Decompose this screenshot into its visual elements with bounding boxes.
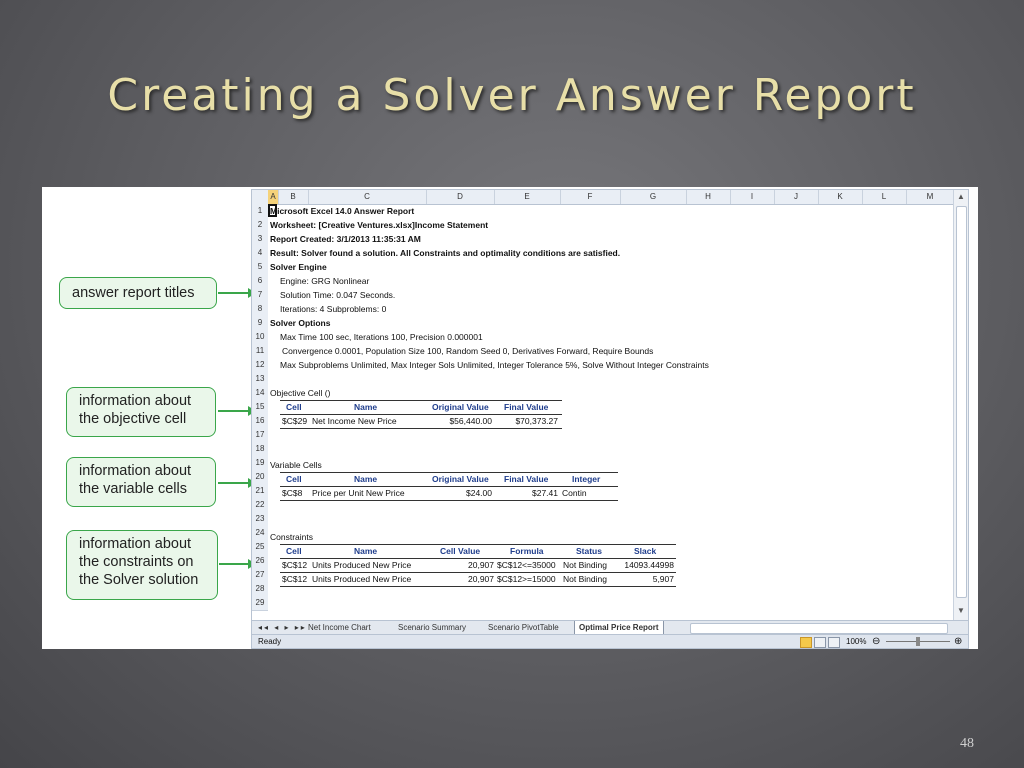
- arrow-icon: [218, 410, 254, 412]
- row-header-23[interactable]: 23: [252, 512, 268, 527]
- column-header-b[interactable]: B: [278, 190, 309, 204]
- row-header-9[interactable]: 9: [252, 316, 268, 331]
- objective-header-original: Original Value: [432, 402, 489, 412]
- variable-header-original: Original Value: [432, 474, 489, 484]
- excel-window: [251, 189, 969, 649]
- row-header-14[interactable]: 14: [252, 386, 268, 401]
- options-line-1: Max Time 100 sec, Iterations 100, Precision 0.000001: [280, 332, 483, 342]
- column-header-k[interactable]: K: [818, 190, 863, 204]
- row-header-15[interactable]: 15: [252, 400, 268, 415]
- row-header-7[interactable]: 7: [252, 288, 268, 303]
- constraint-2-formula: $C$12>=15000: [497, 574, 556, 584]
- zoom-in-icon[interactable]: ⊕: [954, 636, 963, 647]
- callout-variable-cells: information about the variable cells: [66, 457, 216, 507]
- arrow-icon: [218, 482, 254, 484]
- row-header-22[interactable]: 22: [252, 498, 268, 513]
- constraint-1-name: Units Produced New Price: [312, 560, 412, 570]
- vertical-scrollbar[interactable]: [953, 190, 968, 620]
- row-header-3[interactable]: 3: [252, 232, 268, 247]
- variable-final-value: $27.41: [532, 488, 558, 498]
- tab-scenario-pivottable[interactable]: Scenario PivotTable: [488, 623, 559, 632]
- variable-header-integer: Integer: [572, 474, 601, 484]
- arrow-icon: [219, 563, 254, 565]
- scroll-up-icon[interactable]: ▲: [957, 192, 965, 201]
- column-header-e[interactable]: E: [494, 190, 561, 204]
- solution-time-line: Solution Time: 0.047 Seconds.: [280, 290, 396, 300]
- row-header-18[interactable]: 18: [252, 442, 268, 457]
- vertical-scroll-thumb[interactable]: [956, 206, 967, 598]
- variable-header-final: Final Value: [504, 474, 549, 484]
- options-line-3: Max Subproblems Unlimited, Max Integer Sols Unlimited, Integer Tolerance 5%, Solve Without Integer Constraints: [280, 360, 709, 370]
- report-worksheet: Worksheet: [Creative Ventures.xlsx]Income Statement: [270, 220, 489, 230]
- row-header-28[interactable]: 28: [252, 582, 268, 597]
- tab-optimal-price-report[interactable]: Optimal Price Report: [574, 621, 664, 635]
- row-header-8[interactable]: 8: [252, 302, 268, 317]
- constraint-1-cell: $C$12: [282, 560, 308, 570]
- objective-cell-name: Net Income New Price: [312, 416, 397, 426]
- row-header-1[interactable]: 1: [252, 204, 268, 219]
- active-cell-marker[interactable]: [268, 204, 277, 217]
- objective-header-name: Name: [354, 402, 378, 412]
- column-header-j[interactable]: J: [774, 190, 819, 204]
- constraint-2-slack: 5,907: [652, 574, 674, 584]
- row-header-2[interactable]: 2: [252, 218, 268, 233]
- row-header-29[interactable]: 29: [252, 596, 268, 611]
- row-header-27[interactable]: 27: [252, 568, 268, 583]
- zoom-out-icon[interactable]: ⊖: [872, 636, 881, 647]
- status-bar: [252, 634, 968, 649]
- sheet-tab-bar: [252, 620, 968, 635]
- slide-title: Creating a Solver Answer Report: [107, 70, 917, 121]
- constraint-2-status: Not Binding: [563, 574, 607, 584]
- constraints-header-cell-value: Cell Value: [440, 546, 481, 556]
- constraints-header-slack: Slack: [634, 546, 657, 556]
- page-number: 48: [960, 736, 974, 751]
- objective-cell-title: Objective Cell (): [270, 388, 331, 398]
- column-header-g[interactable]: G: [620, 190, 687, 204]
- row-header-4[interactable]: 4: [252, 246, 268, 261]
- objective-header-final: Final Value: [504, 402, 549, 412]
- row-header-19[interactable]: 19: [252, 456, 268, 471]
- tab-net-income-chart[interactable]: Net Income Chart: [308, 623, 371, 632]
- table-rule: [280, 500, 618, 501]
- tab-navigation-icon[interactable]: ◂◂ ◂ ▸ ▸▸: [258, 623, 307, 632]
- solver-options-heading: Solver Options: [270, 318, 331, 328]
- column-header-i[interactable]: I: [730, 190, 775, 204]
- variable-cell-ref: $C$8: [282, 488, 303, 498]
- objective-cell-ref: $C$29: [282, 416, 308, 426]
- figure: [42, 187, 978, 649]
- report-result: Result: Solver found a solution. All Constraints and optimality conditions are satisfied.: [270, 248, 621, 258]
- objective-final-value: $70,373.27: [515, 416, 558, 426]
- row-header-24[interactable]: 24: [252, 526, 268, 541]
- variable-cell-name: Price per Unit New Price: [312, 488, 405, 498]
- variable-header-cell: Cell: [286, 474, 302, 484]
- row-header-25[interactable]: 25: [252, 540, 268, 555]
- column-header-l[interactable]: L: [862, 190, 907, 204]
- status-text: Ready: [258, 637, 282, 646]
- horizontal-scrollbar[interactable]: [690, 623, 948, 634]
- select-all-corner[interactable]: [252, 190, 269, 204]
- zoom-level: 100%: [846, 637, 867, 646]
- column-header-bar: [252, 190, 968, 205]
- callout-answer-report-titles: answer report titles: [59, 277, 217, 309]
- row-header-26[interactable]: 26: [252, 554, 268, 569]
- constraints-header-formula: Formula: [510, 546, 544, 556]
- row-header-16[interactable]: 16: [252, 414, 268, 429]
- callout-constraints: information about the constraints on the Solver solution: [66, 530, 218, 600]
- table-rule: [280, 586, 676, 587]
- row-header-17[interactable]: 17: [252, 428, 268, 443]
- normal-view-icon[interactable]: [800, 637, 812, 648]
- row-header-21[interactable]: 21: [252, 484, 268, 499]
- callout-objective-cell: information about the objective cell: [66, 387, 216, 437]
- engine-line: Engine: GRG Nonlinear: [280, 276, 370, 286]
- row-header-6[interactable]: 6: [252, 274, 268, 289]
- report-title: Microsoft Excel 14.0 Answer Report: [270, 206, 415, 216]
- column-header-f[interactable]: F: [560, 190, 621, 204]
- report-created: Report Created: 3/1/2013 11:35:31 AM: [270, 234, 421, 244]
- constraint-2-value: 20,907: [468, 574, 494, 584]
- variable-original-value: $24.00: [466, 488, 492, 498]
- constraint-1-status: Not Binding: [563, 560, 607, 570]
- row-header-13[interactable]: 13: [252, 372, 268, 387]
- zoom-slider-thumb[interactable]: [916, 637, 920, 646]
- page-layout-view-icon[interactable]: [814, 637, 826, 648]
- constraints-header-cell: Cell: [286, 546, 302, 556]
- tab-scenario-summary[interactable]: Scenario Summary: [398, 623, 467, 632]
- variable-integer: Contin: [562, 488, 587, 498]
- variable-cells-title: Variable Cells: [270, 460, 322, 470]
- variable-header-name: Name: [354, 474, 378, 484]
- constraint-1-formula: $C$12<=35000: [497, 560, 556, 570]
- row-header-11[interactable]: 11: [252, 344, 268, 359]
- page-break-view-icon[interactable]: [828, 637, 840, 648]
- constraint-1-slack: 14093.44998: [624, 560, 674, 570]
- constraints-title: Constraints: [270, 532, 313, 542]
- row-header-20[interactable]: 20: [252, 470, 268, 485]
- row-header-10[interactable]: 10: [252, 330, 268, 345]
- iterations-line: Iterations: 4 Subproblems: 0: [280, 304, 387, 314]
- objective-header-cell: Cell: [286, 402, 302, 412]
- column-header-a[interactable]: A: [268, 190, 279, 204]
- column-header-d[interactable]: D: [426, 190, 495, 204]
- column-header-h[interactable]: H: [686, 190, 731, 204]
- table-rule: [280, 428, 562, 429]
- constraint-2-name: Units Produced New Price: [312, 574, 412, 584]
- arrow-icon: [218, 292, 254, 294]
- constraints-header-status: Status: [576, 546, 602, 556]
- column-header-m[interactable]: M: [906, 190, 955, 204]
- constraint-1-value: 20,907: [468, 560, 494, 570]
- solver-engine-heading: Solver Engine: [270, 262, 327, 272]
- constraints-header-name: Name: [354, 546, 378, 556]
- objective-original-value: $56,440.00: [449, 416, 492, 426]
- constraint-2-cell: $C$12: [282, 574, 308, 584]
- options-line-2: Convergence 0.0001, Population Size 100, Random Seed 0, Derivatives Forward, Require Bounds: [282, 346, 654, 356]
- row-header-5[interactable]: 5: [252, 260, 268, 275]
- scroll-down-icon[interactable]: ▼: [957, 606, 965, 615]
- row-header-12[interactable]: 12: [252, 358, 268, 373]
- column-header-c[interactable]: C: [308, 190, 427, 204]
